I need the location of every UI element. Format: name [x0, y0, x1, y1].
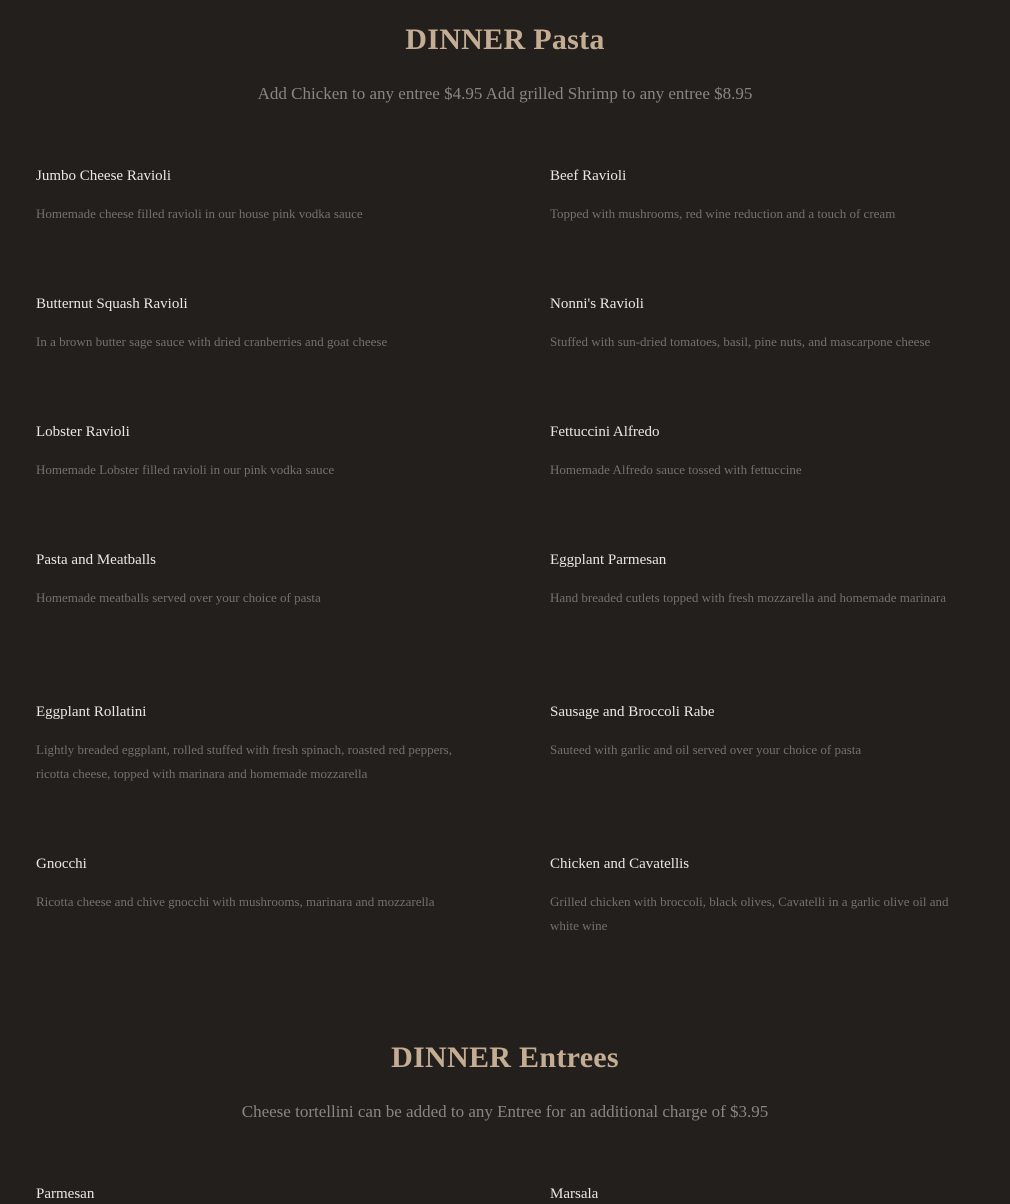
menu-item-name: Marsala — [550, 1186, 599, 1202]
menu-item-description: Grilled chicken with broccoli, black olives, Cavatelli in a garlic olive oil and white wine — [550, 894, 949, 933]
section-title-pasta: DINNER Pasta — [405, 23, 605, 56]
menu-item — [550, 702, 980, 762]
menu-item-description: Stuffed with sun-dried tomatoes, basil, pine nuts, and mascarpone cheese — [550, 334, 931, 349]
menu-item — [36, 854, 466, 914]
menu-item — [550, 854, 980, 938]
menu-item-description: Lightly breaded eggplant, rolled stuffed with fresh spinach, roasted red peppers, ricotta cheese, topped with marinara and homemade mozzarella — [36, 742, 452, 781]
section-note-entrees: Cheese tortellini can be added to any Entree for an additional charge of $3.95 — [241, 1102, 769, 1121]
menu-item-description: Hand breaded cutlets topped with fresh mozzarella and homemade marinara — [550, 590, 946, 605]
menu-item-name: Nonni's Ravioli — [550, 296, 644, 312]
menu-item — [36, 294, 466, 354]
menu-item-name: Lobster Ravioli — [36, 424, 130, 440]
section-note-pasta: Add Chicken to any entree $4.95 Add grilled Shrimp to any entree $8.95 — [257, 84, 753, 103]
menu-item-name: Butternut Squash Ravioli — [36, 296, 188, 312]
menu-item-name: Eggplant Rollatini — [36, 704, 147, 720]
menu-item-description: Topped with mushrooms, red wine reduction and a touch of cream — [550, 206, 896, 221]
menu-item-description: Homemade Alfredo sauce tossed with fettuccine — [550, 462, 802, 477]
menu-item — [550, 166, 980, 226]
menu-item — [550, 294, 980, 354]
menu-item-name: Fettuccini Alfredo — [550, 424, 660, 440]
menu-item-name: Jumbo Cheese Ravioli — [36, 168, 171, 184]
section-title-entrees: DINNER Entrees — [391, 1041, 619, 1074]
menu-item-name: Eggplant Parmesan — [550, 552, 667, 568]
menu-item — [36, 1184, 466, 1204]
menu-item-name: Parmesan — [36, 1186, 95, 1202]
menu-item-name: Sausage and Broccoli Rabe — [550, 704, 715, 720]
menu-item — [550, 1184, 980, 1204]
menu-item-description: Homemade Lobster filled ravioli in our pink vodka sauce — [36, 462, 335, 477]
menu-item — [550, 422, 980, 482]
menu-item-name: Pasta and Meatballs — [36, 552, 156, 568]
menu-item-description: Sauteed with garlic and oil served over your choice of pasta — [550, 742, 862, 757]
menu-item-name: Gnocchi — [36, 856, 87, 872]
menu-item-description: Ricotta cheese and chive gnocchi with mushrooms, marinara and mozzarella — [36, 894, 435, 909]
menu-item — [550, 550, 980, 610]
menu-item — [36, 422, 466, 482]
menu-item-name: Beef Ravioli — [550, 168, 627, 184]
menu-item-description: Homemade cheese filled ravioli in our house pink vodka sauce — [36, 206, 363, 221]
menu-item — [36, 166, 466, 226]
menu-item-name: Chicken and Cavatellis — [550, 856, 690, 872]
menu-item — [36, 550, 466, 610]
menu-item — [36, 702, 466, 786]
menu-item-description: In a brown butter sage sauce with dried cranberries and goat cheese — [36, 334, 388, 349]
menu-item-description: Homemade meatballs served over your choice of pasta — [36, 590, 321, 605]
